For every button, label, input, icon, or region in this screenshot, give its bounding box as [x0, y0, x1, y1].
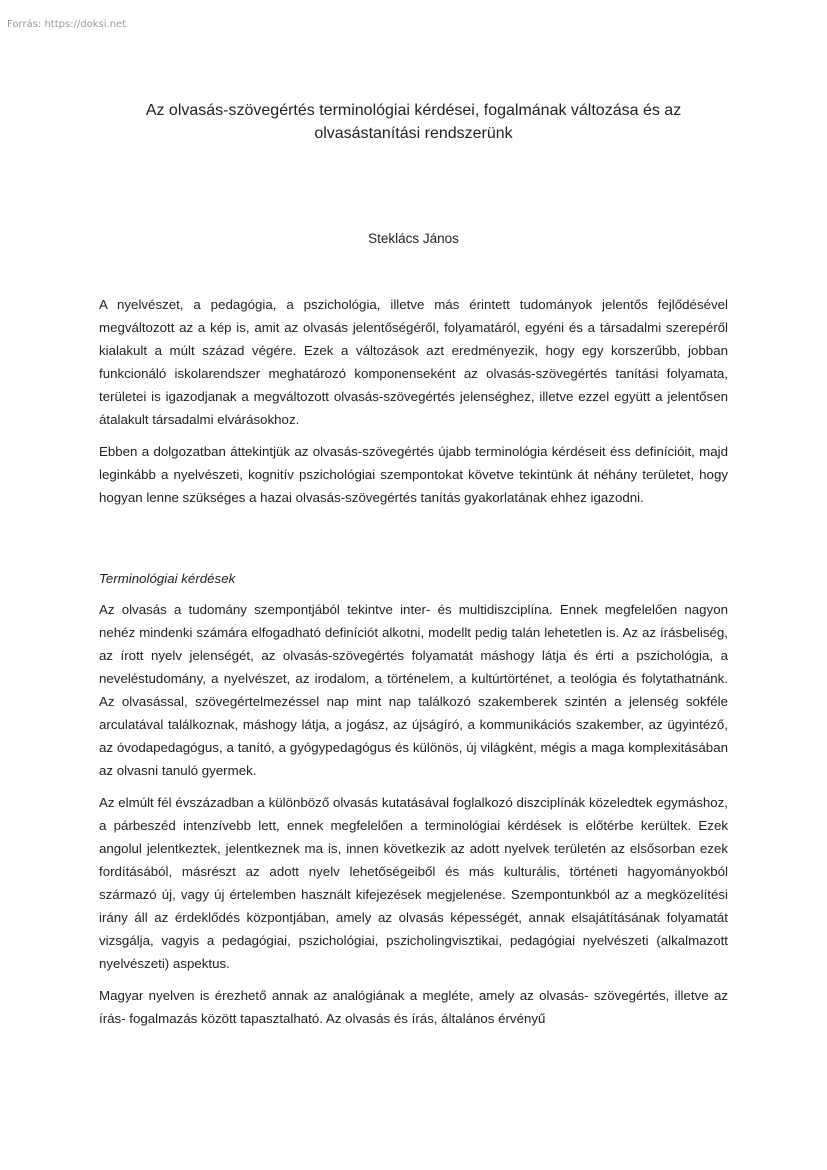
section-paragraph: Az olvasás a tudomány szempontjából tekintve inter- és multidiszciplína. Ennek megfelelően nagyon nehéz mindenki számára elfogadható definíciót alkotni, modellt pedig talán lehetetlen is. Az az írásbeliség, az írott nyelv jelenségét, az olvasás-szövegértés folyamatát máshogy látja és érti a pszichológia, a neveléstudomány, a nyelvészet, az irodalom, a történelem, a kultúrtörténet, a teológia és folytathatnánk. Az olvasással, szövegértelmezéssel nap mint nap találkozó szakemberek szintén a jelenség sokféle arculatával találkoznak, máshogy látja, a jogász, az újságíró, a kommunikációs szakember, az ügyintéző, az óvodapedagógus, a tanító, a gyógypedagógus és különös, új világként, mégis a maga komplexitásában az olvasni tanuló gyermek.	[99, 602, 728, 778]
section-heading: Terminológiai kérdések	[99, 571, 236, 586]
source-watermark: Forrás: https://doksi.net	[7, 19, 127, 30]
author-name: Steklács János	[368, 231, 459, 246]
intro-paragraph: Ebben a dolgozatban áttekintjük az olvasás-szövegértés újabb terminológia kérdéseit éss definícióit, majd leginkább a nyelvészeti, kognitív pszichológiai szempontokat követve tekintünk át néhány területet, hogy hogyan lenne szükséges a hazai olvasás-szövegértés tanítás gyakorlatának ehhez igazodni.	[99, 444, 728, 505]
document-title: Az olvasás-szövegértés terminológiai kérdései, fogalmának változása és az olvasástanítási rendszerünk	[145, 102, 682, 142]
section-paragraph: Az elmúlt fél évszázadban a különböző olvasás kutatásával foglalkozó diszciplínák közeledtek egymáshoz, a párbeszéd intenzívebb lett, ennek megfelelően a terminológiai kérdések is előtérbe kerültek. Ezek angolul jelentkeztek, jelentkeznek ma is, innen következik az adott nyelvek területén az elsősorban ezek fordításából, másrészt az adott nyelv lehetőségeiből és más kulturális, történeti hagyományokból származó új, vagy új értelemben használt kifejezések megjelenése. Szempontunkból az a megközelítési irány áll az érdeklődés központjában, amely az olvasás képességét, annak elsajátításának folyamatát vizsgálja, vagyis a pedagógiai, pszichológiai, pszicholingvisztikai, pedagógiai nyelvészeti (alkalmazott nyelvészeti) aspektus.	[99, 795, 728, 971]
section-paragraph: Magyar nyelven is érezhető annak az analógiának a megléte, amely az olvasás- szövegértés, illetve az írás- fogalmazás között tapasztalható. Az olvasás és írás, általános érvényű	[99, 988, 728, 1026]
intro-paragraph: A nyelvészet, a pedagógia, a pszichológia, illetve más érintett tudományok jelentős fejlődésével megváltozott az a kép is, amit az olvasás jelentőségéről, folyamatáról, egyéni és a társadalmi szerepéről kialakult a múlt század végére. Ezek a változások azt eredményezik, hogy egy korszerűbb, jobban funkcionáló iskolarendszer meghatározó komponenseként az olvasás-szövegértés tanítási folyamata, területei is igazodjanak a megváltozott olvasás-szövegértés jelenséghez, illetve ezzel együtt a jelentősen átalakult társadalmi elvárásokhoz.	[99, 297, 728, 427]
terminology-section	[99, 567, 728, 1039]
intro-section	[99, 293, 728, 518]
